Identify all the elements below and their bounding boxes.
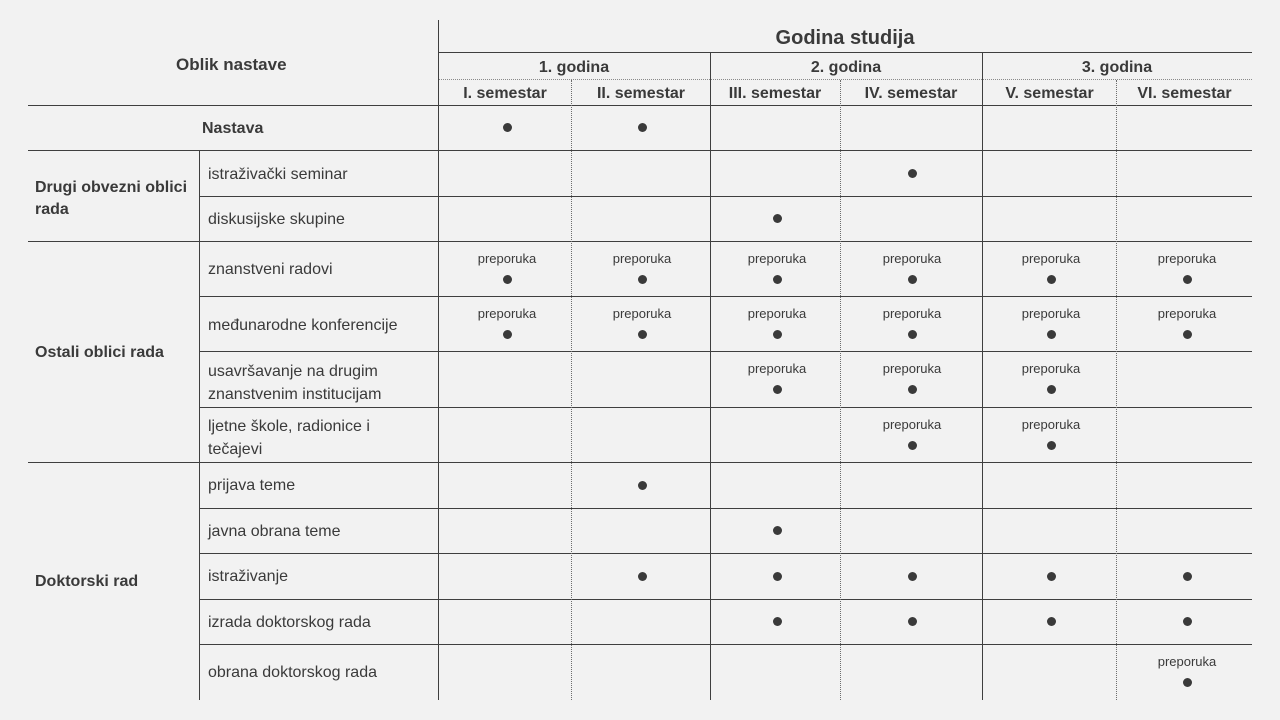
cell-dot	[1047, 572, 1056, 581]
grid-line	[199, 644, 1252, 645]
cell-dot	[773, 385, 782, 394]
cell-dot	[1047, 385, 1056, 394]
cell-preporuka-label: preporuka	[747, 306, 807, 321]
header-semester-5: V. semestar	[1005, 85, 1094, 102]
grid-line	[199, 508, 1252, 509]
cell-dot	[1047, 617, 1056, 626]
cell-preporuka-label: preporuka	[1157, 654, 1217, 669]
cell-preporuka-label: preporuka	[1021, 251, 1081, 266]
group-label-nastava: Nastava	[202, 120, 264, 137]
cell-dot	[638, 481, 647, 490]
grid-line	[438, 52, 1252, 53]
cell-dot	[503, 275, 512, 284]
grid-line	[28, 462, 1252, 463]
row-label-znanstveni-radovi: znanstveni radovi	[208, 261, 333, 278]
cell-dot	[908, 617, 917, 626]
grid-line	[28, 150, 1252, 151]
row-label-obrana-doktorskog-rada: obrana doktorskog rada	[208, 664, 377, 681]
grid-line	[199, 553, 1252, 554]
cell-preporuka-label: preporuka	[882, 306, 942, 321]
cell-preporuka-label: preporuka	[477, 251, 537, 266]
header-year-1: 1. godina	[538, 59, 610, 76]
cell-dot	[773, 572, 782, 581]
grid-line	[571, 80, 572, 700]
grid-line	[710, 52, 711, 700]
grid-line	[982, 52, 983, 700]
row-label-ljetne-line1: ljetne škole, radionice i	[208, 418, 370, 435]
cell-dot	[1047, 330, 1056, 339]
row-label-diskusijske-skupine: diskusijske skupine	[208, 211, 345, 228]
grid-line	[199, 407, 1252, 408]
cell-dot	[1183, 330, 1192, 339]
cell-dot	[1183, 572, 1192, 581]
grid-line	[28, 241, 1252, 242]
grid-line	[199, 150, 200, 700]
cell-preporuka-label: preporuka	[1157, 251, 1217, 266]
cell-preporuka-label: preporuka	[612, 251, 672, 266]
cell-preporuka-label: preporuka	[477, 306, 537, 321]
grid-line	[840, 80, 841, 700]
group-label-drugi-obvezni	[35, 177, 187, 221]
row-label-ljetne-line2: tečajevi	[208, 441, 263, 458]
group-label-doktorski-rad: Doktorski rad	[35, 573, 139, 590]
cell-dot	[908, 169, 917, 178]
header-year-3: 3. godina	[1081, 59, 1153, 76]
cell-dot	[908, 330, 917, 339]
row-label-usavrsavanje-line2: znanstvenim institucijam	[208, 386, 382, 403]
cell-dot	[1183, 275, 1192, 284]
cell-dot	[638, 572, 647, 581]
row-label-medunarodne-konferencije: međunarodne konferencije	[208, 317, 398, 334]
cell-dot	[908, 572, 917, 581]
cell-dot	[773, 214, 782, 223]
cell-preporuka-label: preporuka	[882, 417, 942, 432]
grid-line	[438, 79, 1252, 80]
grid-line	[199, 296, 1252, 297]
cell-dot	[908, 385, 917, 394]
header-semester-1: I. semestar	[463, 85, 547, 102]
header-year-2: 2. godina	[810, 59, 882, 76]
cell-preporuka-label: preporuka	[1021, 361, 1081, 376]
row-label-javna-obrana-teme: javna obrana teme	[208, 523, 341, 540]
cell-dot	[1183, 678, 1192, 687]
grid-line	[28, 105, 1252, 106]
grid-line	[199, 196, 1252, 197]
cell-preporuka-label: preporuka	[882, 251, 942, 266]
header-semester-6: VI. semestar	[1137, 85, 1232, 102]
cell-dot	[1047, 275, 1056, 284]
row-label-usavrsavanje	[208, 360, 381, 406]
grid-line	[1116, 80, 1117, 700]
cell-dot	[638, 123, 647, 132]
header-semester-4: IV. semestar	[864, 85, 958, 102]
header-godina-studija: Godina studija	[775, 27, 915, 49]
cell-preporuka-label: preporuka	[1021, 417, 1081, 432]
group-label-ostali-oblici: Ostali oblici rada	[35, 344, 164, 361]
row-label-usavrsavanje-line1: usavršavanje na drugim	[208, 363, 378, 380]
cell-preporuka-label: preporuka	[747, 251, 807, 266]
cell-dot	[503, 123, 512, 132]
cell-dot	[503, 330, 512, 339]
header-oblik-nastave: Oblik nastave	[176, 55, 287, 74]
row-label-ljetne-skole	[208, 415, 370, 461]
grid-line	[199, 599, 1252, 600]
cell-preporuka-label: preporuka	[612, 306, 672, 321]
cell-dot	[773, 330, 782, 339]
header-semester-3: III. semestar	[728, 85, 822, 102]
row-label-istrazivanje: istraživanje	[208, 568, 289, 585]
cell-dot	[638, 275, 647, 284]
row-label-istrazivacki-seminar: istraživački seminar	[208, 166, 348, 183]
group-label-drugi-line1: Drugi obvezni oblici	[35, 179, 188, 196]
grid-line	[438, 20, 439, 700]
cell-dot	[773, 617, 782, 626]
cell-preporuka-label: preporuka	[882, 361, 942, 376]
cell-dot	[773, 275, 782, 284]
cell-dot	[1183, 617, 1192, 626]
cell-dot	[638, 330, 647, 339]
cell-dot	[908, 441, 917, 450]
group-label-drugi-line2: rada	[35, 201, 69, 218]
grid-line	[199, 351, 1252, 352]
cell-dot	[908, 275, 917, 284]
row-label-izrada-doktorskog-rada: izrada doktorskog rada	[208, 614, 371, 631]
cell-preporuka-label: preporuka	[1157, 306, 1217, 321]
row-label-prijava-teme: prijava teme	[208, 477, 296, 494]
header-semester-2: II. semestar	[596, 85, 686, 102]
cell-preporuka-label: preporuka	[747, 361, 807, 376]
cell-preporuka-label: preporuka	[1021, 306, 1081, 321]
cell-dot	[773, 526, 782, 535]
cell-dot	[1047, 441, 1056, 450]
